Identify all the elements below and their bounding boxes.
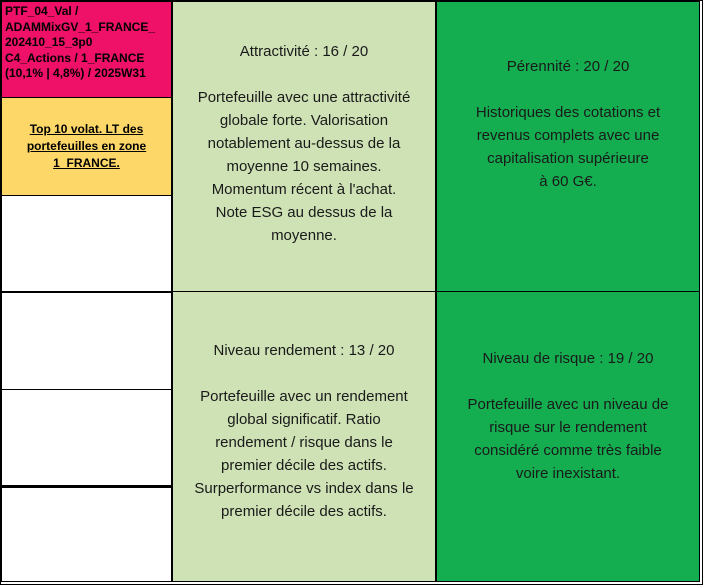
- description-line: Momentum récent à l'achat.: [211, 181, 397, 198]
- rendement-panel: [172, 291, 436, 582]
- rendement-description: [192, 385, 415, 523]
- description-line: rendement / risque dans le: [215, 433, 393, 451]
- attractivite-description: [196, 86, 413, 247]
- title-line: PTF_04_Val /: [5, 4, 79, 18]
- perennite-description: [474, 101, 662, 193]
- description-line: Surperformance vs index dans le: [194, 479, 414, 497]
- description-line: global significatif. Ratio: [227, 410, 381, 428]
- description-line: à 60 G€.: [539, 172, 597, 190]
- top-volatility-cell: [1, 97, 172, 196]
- description-line: moyenne 10 semaines.: [226, 158, 382, 175]
- description-line: considéré comme très faible: [474, 441, 662, 459]
- risque-panel: [436, 291, 700, 582]
- portfolio-title-cell: [1, 1, 172, 98]
- empty-cell: [1, 291, 172, 390]
- empty-cell: [1, 195, 172, 292]
- description-line: voire inexistant.: [515, 464, 621, 482]
- attractivite-panel: [172, 1, 436, 292]
- empty-cell: [1, 389, 172, 486]
- empty-cell: [1, 486, 172, 582]
- title-line: C4_Actions / 1_FRANCE: [5, 50, 145, 65]
- description-line: Portefeuille avec une attractivité: [197, 89, 411, 106]
- title-line: 202410_15_3p0: [5, 35, 93, 49]
- perennite-score: Pérennité : 20 / 20: [506, 57, 630, 75]
- description-line: risque sur le rendement: [489, 418, 647, 436]
- description-line: premier décile des actifs.: [221, 502, 387, 520]
- description-line: Portefeuille avec un niveau de: [467, 395, 669, 413]
- top-volatility-label: Top 10 volat. LT des portefeuilles en zone 1_FRANCE.: [26, 122, 147, 170]
- description-line: Portefeuille avec un rendement: [200, 387, 408, 405]
- title-line: (10,1% | 4,8%) / 2025W31: [5, 66, 146, 80]
- description-line: premier décile des actifs.: [221, 456, 387, 474]
- attractivite-score: Attractivité : 16 / 20: [239, 43, 369, 60]
- perennite-panel: [436, 1, 700, 292]
- description-line: globale forte. Valorisation: [219, 112, 389, 129]
- description-line: capitalisation supérieure: [487, 149, 649, 167]
- description-line: Note ESG au dessus de la: [215, 204, 393, 221]
- description-line: Historiques des cotations et: [475, 103, 661, 121]
- risque-description: [466, 393, 671, 485]
- risque-score: Niveau de risque : 19 / 20: [482, 349, 654, 367]
- description-line: notablement au-dessus de la: [207, 135, 401, 152]
- description-line: revenus complets avec une: [476, 126, 660, 144]
- title-line: ADAMMixGV_1_FRANCE_: [5, 19, 156, 34]
- description-line: moyenne.: [271, 227, 337, 244]
- rendement-score: Niveau rendement : 13 / 20: [213, 341, 395, 359]
